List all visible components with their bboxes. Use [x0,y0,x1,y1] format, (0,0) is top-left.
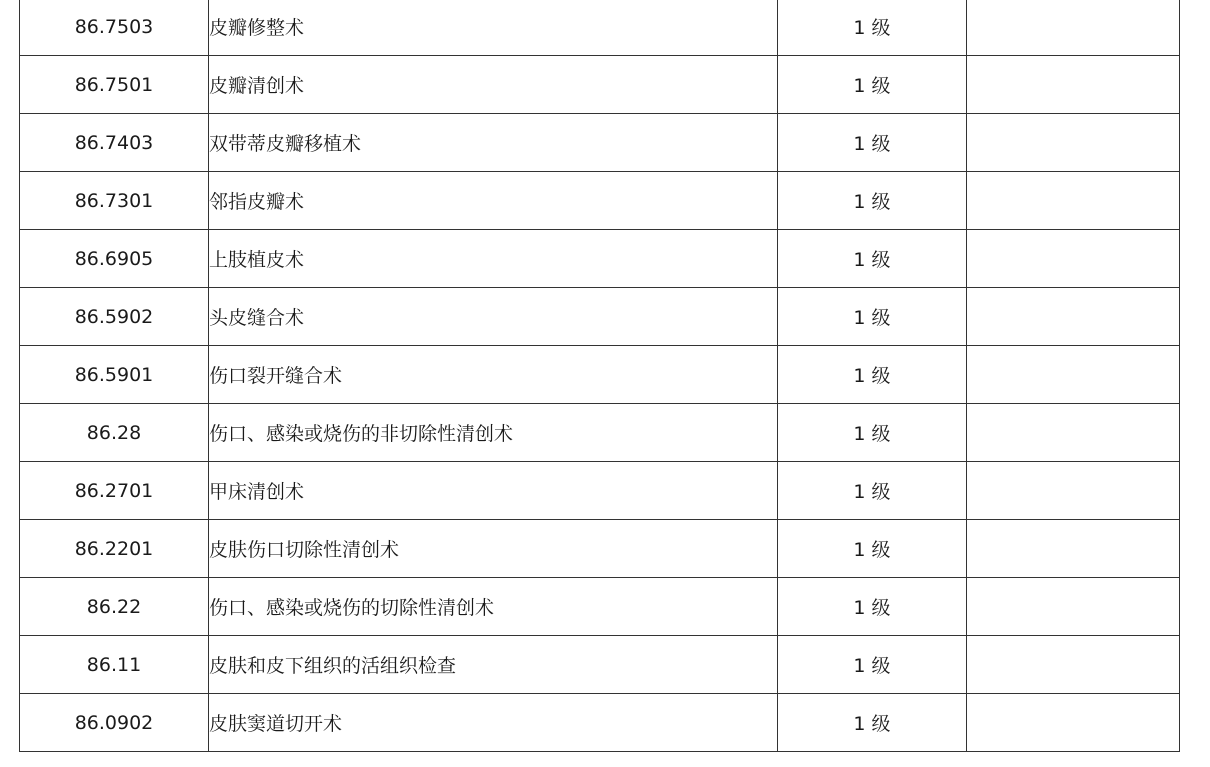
procedure-code-cell: 86.2201 [20,520,209,578]
procedure-name-cell: 皮肤伤口切除性清创术 [209,520,778,578]
table-row [20,462,1180,520]
procedure-name-cell: 邻指皮瓣术 [209,172,778,230]
table-row [20,404,1180,462]
procedure-code-cell: 86.7501 [20,56,209,114]
procedure-name-cell: 伤口、感染或烧伤的非切除性清创术 [209,404,778,462]
procedure-level-cell: 1 级 [778,114,967,172]
procedure-name-cell: 头皮缝合术 [209,288,778,346]
procedure-level-cell: 1 级 [778,288,967,346]
table-row [20,346,1180,404]
procedure-name-cell: 皮瓣修整术 [209,0,778,56]
procedure-name-cell: 伤口、感染或烧伤的切除性清创术 [209,578,778,636]
procedure-name-cell: 双带蒂皮瓣移植术 [209,114,778,172]
procedure-note-cell [967,172,1180,230]
procedure-code-cell: 86.5901 [20,346,209,404]
procedure-level-cell: 1 级 [778,56,967,114]
procedure-code-cell: 86.7503 [20,0,209,56]
procedure-level-cell: 1 级 [778,636,967,694]
procedure-level-cell: 1 级 [778,578,967,636]
procedure-level-cell: 1 级 [778,346,967,404]
procedure-name-cell: 皮肤窦道切开术 [209,694,778,752]
procedure-code-cell: 86.2701 [20,462,209,520]
procedure-note-cell [967,288,1180,346]
table-row [20,230,1180,288]
table-row [20,636,1180,694]
procedure-note-cell [967,404,1180,462]
procedure-code-cell: 86.28 [20,404,209,462]
table-row [20,0,1180,56]
procedure-name-cell: 甲床清创术 [209,462,778,520]
procedure-table-body [20,0,1180,752]
table-row [20,520,1180,578]
procedure-level-cell: 1 级 [778,462,967,520]
procedure-note-cell [967,56,1180,114]
table-row [20,578,1180,636]
procedure-note-cell [967,230,1180,288]
procedure-level-cell: 1 级 [778,520,967,578]
procedure-name-cell: 上肢植皮术 [209,230,778,288]
table-row [20,288,1180,346]
procedure-note-cell [967,636,1180,694]
procedure-table [19,0,1180,752]
procedure-code-cell: 86.7403 [20,114,209,172]
procedure-note-cell [967,520,1180,578]
table-row [20,172,1180,230]
procedure-name-cell: 皮肤和皮下组织的活组织检查 [209,636,778,694]
procedure-note-cell [967,114,1180,172]
procedure-note-cell [967,462,1180,520]
procedure-level-cell: 1 级 [778,404,967,462]
procedure-code-cell: 86.22 [20,578,209,636]
procedure-name-cell: 伤口裂开缝合术 [209,346,778,404]
procedure-note-cell [967,578,1180,636]
procedure-note-cell [967,346,1180,404]
procedure-level-cell: 1 级 [778,694,967,752]
table-row [20,694,1180,752]
procedure-level-cell: 1 级 [778,172,967,230]
procedure-code-cell: 86.5902 [20,288,209,346]
procedure-level-cell: 1 级 [778,230,967,288]
procedure-name-cell: 皮瓣清创术 [209,56,778,114]
table-row [20,56,1180,114]
procedure-level-cell: 1 级 [778,0,967,56]
table-row [20,114,1180,172]
procedure-code-cell: 86.6905 [20,230,209,288]
procedure-code-cell: 86.0902 [20,694,209,752]
procedure-code-cell: 86.11 [20,636,209,694]
procedure-note-cell [967,0,1180,56]
procedure-code-cell: 86.7301 [20,172,209,230]
procedure-note-cell [967,694,1180,752]
